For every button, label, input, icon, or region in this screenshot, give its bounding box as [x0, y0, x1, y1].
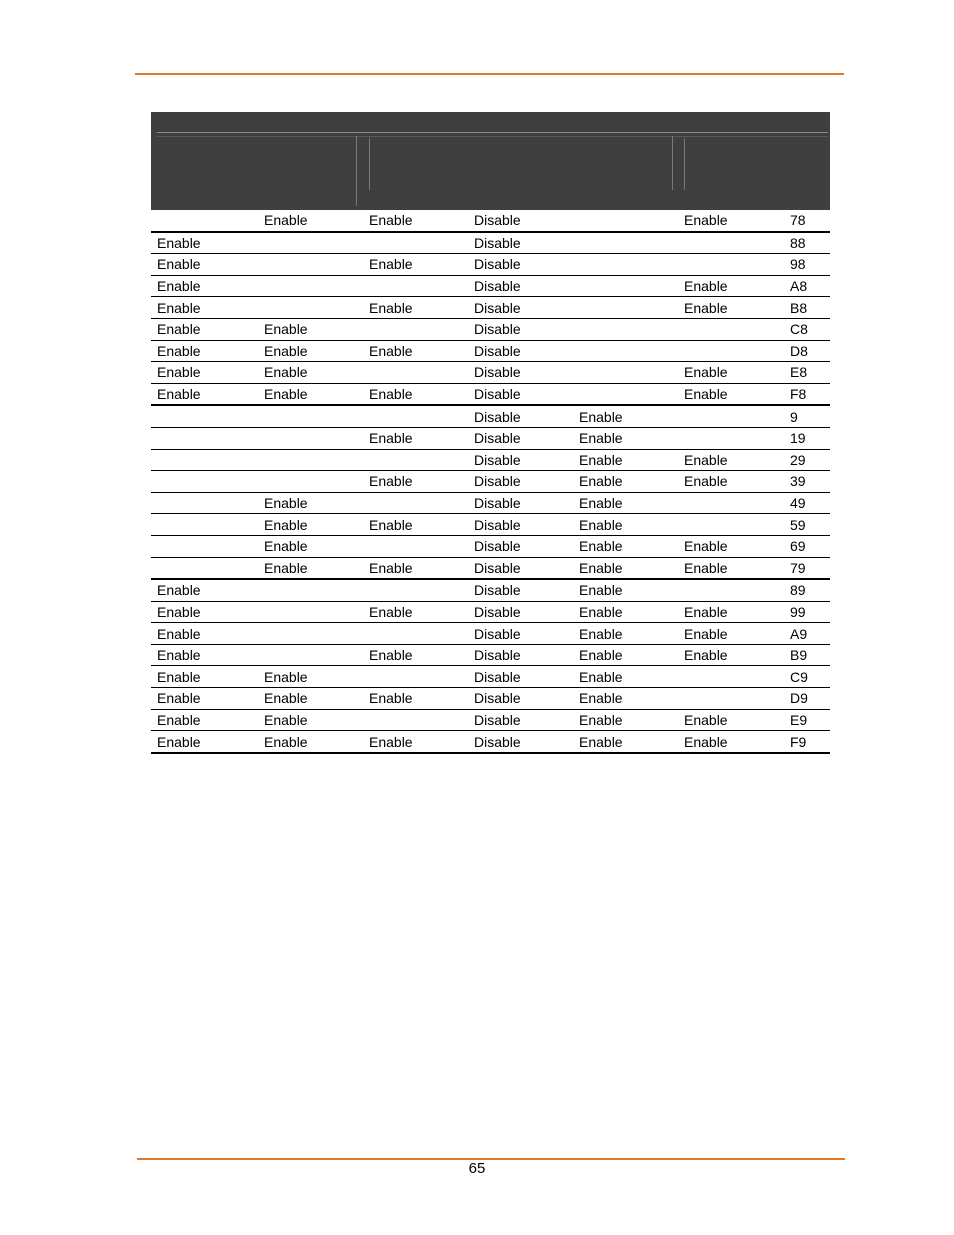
table-row — [151, 644, 830, 666]
table-cell: Enable — [363, 601, 468, 623]
table-cell — [678, 232, 784, 254]
table-cell — [363, 362, 468, 384]
table-cell — [258, 449, 363, 471]
table-cell: 29 — [784, 449, 830, 471]
table-cell: Enable — [573, 644, 678, 666]
table-cell — [573, 275, 678, 297]
table-cell: 19 — [784, 427, 830, 449]
table-cell: Enable — [151, 579, 258, 601]
table-cell: Disable — [468, 623, 573, 645]
table-cell — [258, 471, 363, 493]
table-cell: 78 — [784, 210, 830, 232]
table-cell: Enable — [151, 340, 258, 362]
table-row — [151, 427, 830, 449]
table-cell — [573, 232, 678, 254]
table-cell — [151, 405, 258, 427]
table-cell: Enable — [573, 579, 678, 601]
table-cell: D9 — [784, 688, 830, 710]
table-cell: Disable — [468, 709, 573, 731]
table-cell: Enable — [363, 340, 468, 362]
table-cell: Disable — [468, 666, 573, 688]
table-cell: Enable — [678, 623, 784, 645]
table-cell: Enable — [363, 557, 468, 579]
table-cell: Disable — [468, 449, 573, 471]
table-row — [151, 383, 830, 405]
table-cell: 79 — [784, 557, 830, 579]
table-cell: Enable — [678, 383, 784, 405]
table-cell: D8 — [784, 340, 830, 362]
table-cell: 49 — [784, 492, 830, 514]
table-cell: Enable — [151, 232, 258, 254]
table-cell: Enable — [363, 427, 468, 449]
table-cell: Enable — [678, 709, 784, 731]
table-cell: Enable — [151, 275, 258, 297]
table-cell — [151, 557, 258, 579]
table-cell — [573, 362, 678, 384]
table-cell: Disable — [468, 210, 573, 232]
table-cell: Disable — [468, 557, 573, 579]
table-cell: 39 — [784, 471, 830, 493]
table-cell: Enable — [258, 535, 363, 557]
table-cell — [363, 492, 468, 514]
table-cell: Disable — [468, 254, 573, 276]
table-cell — [363, 666, 468, 688]
table-cell: Enable — [573, 514, 678, 536]
table-row — [151, 405, 830, 427]
table-cell — [258, 601, 363, 623]
header-divider — [157, 132, 828, 133]
table-cell: Enable — [258, 666, 363, 688]
table-cell — [363, 275, 468, 297]
table-body — [151, 210, 830, 754]
table-cell — [151, 427, 258, 449]
table-cell: Enable — [258, 731, 363, 753]
table-row — [151, 492, 830, 514]
table-cell: Enable — [258, 362, 363, 384]
table-cell: Enable — [151, 731, 258, 753]
table-cell: Enable — [258, 318, 363, 340]
table-row — [151, 709, 830, 731]
table-cell: B9 — [784, 644, 830, 666]
table-cell — [573, 254, 678, 276]
table-cell: Disable — [468, 362, 573, 384]
table-cell: B8 — [784, 297, 830, 319]
table-row — [151, 340, 830, 362]
page-number: 65 — [468, 1160, 486, 1177]
table-cell — [363, 709, 468, 731]
table-cell: Enable — [151, 623, 258, 645]
table-cell: Disable — [468, 340, 573, 362]
table-cell: Enable — [573, 688, 678, 710]
table-cell — [678, 514, 784, 536]
table-cell: A8 — [784, 275, 830, 297]
table-cell: Enable — [151, 362, 258, 384]
table-cell: Disable — [468, 383, 573, 405]
table-cell: F9 — [784, 731, 830, 753]
table-cell: Disable — [468, 297, 573, 319]
table-cell: Disable — [468, 535, 573, 557]
table-cell — [258, 405, 363, 427]
table-cell: Enable — [258, 688, 363, 710]
table-cell: Enable — [151, 688, 258, 710]
table-cell — [678, 405, 784, 427]
table-cell: Enable — [151, 383, 258, 405]
table-cell: Disable — [468, 644, 573, 666]
table-cell: 88 — [784, 232, 830, 254]
table-cell — [678, 579, 784, 601]
table-cell: Enable — [258, 557, 363, 579]
header-column-divider — [369, 138, 370, 190]
table-cell: Enable — [258, 383, 363, 405]
header-column-divider — [356, 136, 357, 206]
table-cell — [151, 492, 258, 514]
table-cell — [678, 427, 784, 449]
table-cell: Enable — [678, 731, 784, 753]
table-cell — [363, 232, 468, 254]
table-cell: Enable — [678, 535, 784, 557]
table-row — [151, 362, 830, 384]
table-row — [151, 471, 830, 493]
table-cell: C9 — [784, 666, 830, 688]
table-cell: Enable — [151, 601, 258, 623]
table-cell: Enable — [678, 644, 784, 666]
table-cell: Enable — [258, 492, 363, 514]
table-cell: Disable — [468, 232, 573, 254]
table-cell — [151, 514, 258, 536]
table-row — [151, 557, 830, 579]
settings-table — [151, 112, 830, 754]
table-cell: Enable — [573, 405, 678, 427]
table-cell: Disable — [468, 688, 573, 710]
table-cell: Enable — [573, 557, 678, 579]
table-cell — [151, 471, 258, 493]
table-cell: Enable — [573, 427, 678, 449]
table-cell: A9 — [784, 623, 830, 645]
table-cell: Enable — [573, 471, 678, 493]
table-cell: Disable — [468, 579, 573, 601]
table-row — [151, 254, 830, 276]
table-cell — [678, 492, 784, 514]
table-cell — [678, 688, 784, 710]
table-cell: Disable — [468, 514, 573, 536]
table-cell: Enable — [678, 557, 784, 579]
table-cell: F8 — [784, 383, 830, 405]
table-cell: Enable — [363, 731, 468, 753]
table-cell — [678, 666, 784, 688]
table-cell: 69 — [784, 535, 830, 557]
table-cell — [258, 275, 363, 297]
table-row — [151, 601, 830, 623]
table-cell — [258, 297, 363, 319]
table-row — [151, 731, 830, 753]
table-cell: Enable — [363, 514, 468, 536]
table-cell: C8 — [784, 318, 830, 340]
table-cell: Enable — [258, 709, 363, 731]
table-cell: Enable — [573, 449, 678, 471]
table-cell: Enable — [151, 644, 258, 666]
table-cell: Enable — [678, 362, 784, 384]
table-cell: Enable — [573, 731, 678, 753]
header-divider-secondary — [157, 136, 828, 137]
table-cell: Enable — [678, 210, 784, 232]
table-cell — [678, 254, 784, 276]
table-cell: 9 — [784, 405, 830, 427]
table-row — [151, 232, 830, 254]
table-cell: Enable — [678, 275, 784, 297]
table-cell — [363, 579, 468, 601]
table-cell — [573, 297, 678, 319]
table-cell: Enable — [678, 601, 784, 623]
table-row — [151, 514, 830, 536]
table-row — [151, 318, 830, 340]
table-row — [151, 535, 830, 557]
table-cell: Enable — [363, 688, 468, 710]
table-cell: Disable — [468, 427, 573, 449]
table-cell: 98 — [784, 254, 830, 276]
table-cell — [363, 535, 468, 557]
table-cell: Enable — [258, 514, 363, 536]
table-cell — [363, 405, 468, 427]
table-cell: Disable — [468, 601, 573, 623]
table-cell — [678, 318, 784, 340]
table-cell: Enable — [363, 644, 468, 666]
table-cell — [363, 623, 468, 645]
table-cell: Enable — [151, 666, 258, 688]
header-rule — [135, 73, 844, 75]
table-cell: Enable — [573, 666, 678, 688]
table-row — [151, 579, 830, 601]
table-cell: Enable — [363, 383, 468, 405]
table-cell: Enable — [678, 449, 784, 471]
table-cell — [573, 340, 678, 362]
table-cell — [151, 210, 258, 232]
header-column-divider — [684, 138, 685, 190]
table-row — [151, 210, 830, 232]
table-cell — [258, 579, 363, 601]
table-cell: Enable — [363, 254, 468, 276]
table-cell — [573, 210, 678, 232]
table-cell: Enable — [573, 492, 678, 514]
table-cell: Disable — [468, 405, 573, 427]
table-row — [151, 688, 830, 710]
table-cell — [573, 383, 678, 405]
table-cell — [363, 318, 468, 340]
table-cell — [258, 232, 363, 254]
table-cell: 89 — [784, 579, 830, 601]
header-column-divider — [672, 136, 673, 190]
table-cell: Enable — [258, 340, 363, 362]
table-cell: Enable — [363, 210, 468, 232]
table-cell — [258, 254, 363, 276]
table-cell: E8 — [784, 362, 830, 384]
table-cell: Disable — [468, 731, 573, 753]
table-cell: Enable — [573, 601, 678, 623]
table-cell: E9 — [784, 709, 830, 731]
table-cell: Enable — [151, 254, 258, 276]
table-cell — [258, 427, 363, 449]
table-cell: Disable — [468, 275, 573, 297]
table-cell: Enable — [151, 297, 258, 319]
table-cell — [258, 623, 363, 645]
table-header — [151, 112, 830, 210]
table-cell: 59 — [784, 514, 830, 536]
table-row — [151, 666, 830, 688]
table-cell: Disable — [468, 492, 573, 514]
table-row — [151, 623, 830, 645]
table-cell: Enable — [678, 297, 784, 319]
table-cell: 99 — [784, 601, 830, 623]
table-row — [151, 297, 830, 319]
table-cell: Disable — [468, 318, 573, 340]
table-row — [151, 449, 830, 471]
table-cell — [573, 318, 678, 340]
table-cell: Enable — [363, 471, 468, 493]
table-cell — [151, 449, 258, 471]
table-cell — [678, 340, 784, 362]
table-cell: Enable — [151, 318, 258, 340]
table-row — [151, 275, 830, 297]
table-cell: Enable — [678, 471, 784, 493]
table-cell: Enable — [573, 623, 678, 645]
table-cell — [363, 449, 468, 471]
table-cell: Enable — [573, 709, 678, 731]
table-cell: Disable — [468, 471, 573, 493]
table-cell — [151, 535, 258, 557]
table-cell: Enable — [151, 709, 258, 731]
table-cell: Enable — [258, 210, 363, 232]
table-cell: Enable — [573, 535, 678, 557]
table-cell — [258, 644, 363, 666]
table-cell: Enable — [363, 297, 468, 319]
